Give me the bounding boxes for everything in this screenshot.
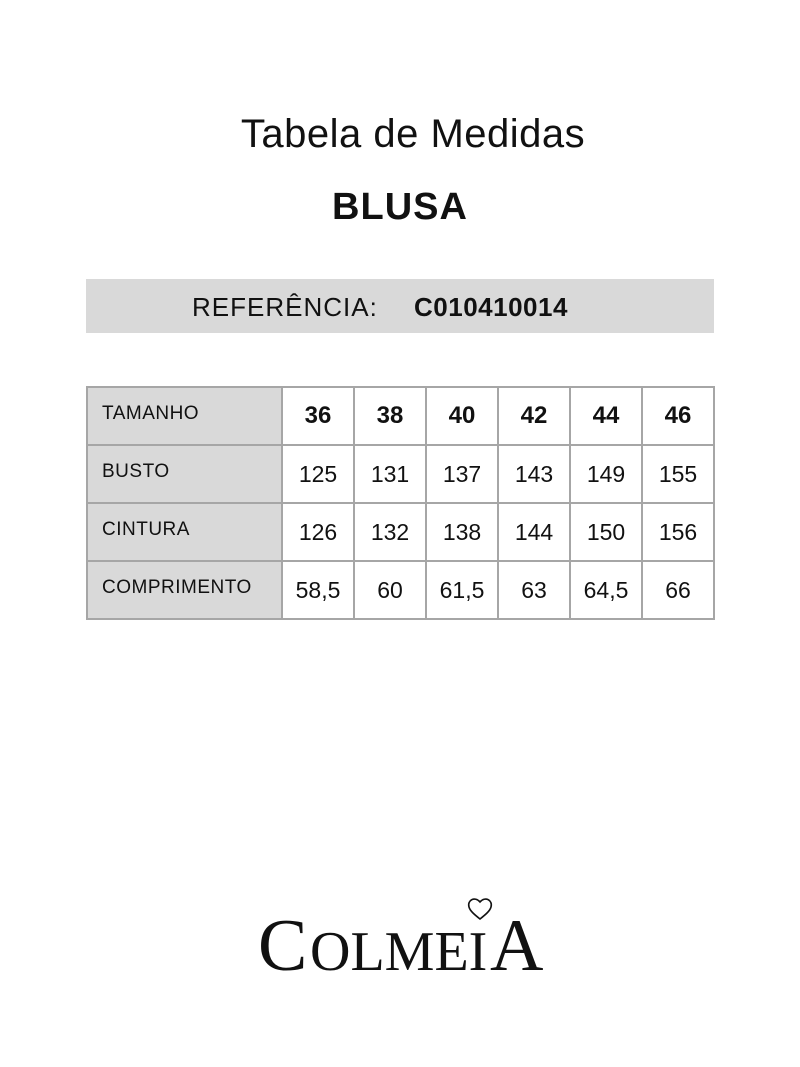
- page-title: Tabela de Medidas: [240, 112, 586, 156]
- svg-text:A: A: [490, 905, 544, 987]
- size-table: [86, 386, 715, 620]
- measure-cell: 149: [570, 445, 642, 503]
- reference-value: C010410014: [414, 292, 568, 322]
- measure-cell: 60: [354, 561, 426, 619]
- svg-text:OLMEI: OLMEI: [310, 921, 488, 983]
- table-header-row: [87, 387, 714, 445]
- brand-logo: [258, 892, 548, 992]
- reference-label: REFERÊNCIA:: [192, 292, 378, 322]
- measure-cell: 126: [282, 503, 354, 561]
- measure-cell: 64,5: [570, 561, 642, 619]
- size-cell: 44: [570, 387, 642, 445]
- measure-cell: 132: [354, 503, 426, 561]
- row-label: COMPRIMENTO: [87, 561, 282, 619]
- size-cell: 38: [354, 387, 426, 445]
- reference-bar: [86, 279, 714, 333]
- measure-cell: 61,5: [426, 561, 498, 619]
- measure-cell: 138: [426, 503, 498, 561]
- measure-cell: 63: [498, 561, 570, 619]
- measure-cell: 66: [642, 561, 714, 619]
- measure-cell: 144: [498, 503, 570, 561]
- svg-text:C: C: [258, 905, 308, 987]
- size-cell: 40: [426, 387, 498, 445]
- measure-cell: 125: [282, 445, 354, 503]
- table-row: [87, 445, 714, 503]
- row-label: CINTURA: [87, 503, 282, 561]
- measure-cell: 150: [570, 503, 642, 561]
- size-header-label: TAMANHO: [87, 387, 282, 445]
- measure-cell: 143: [498, 445, 570, 503]
- table-row: [87, 503, 714, 561]
- measure-cell: 155: [642, 445, 714, 503]
- measure-cell: 156: [642, 503, 714, 561]
- heart-icon: [469, 899, 492, 919]
- product-type: BLUSA: [332, 186, 468, 228]
- size-cell: 36: [282, 387, 354, 445]
- measure-cell: 58,5: [282, 561, 354, 619]
- table-row: [87, 561, 714, 619]
- size-cell: 46: [642, 387, 714, 445]
- measure-cell: 137: [426, 445, 498, 503]
- row-label: BUSTO: [87, 445, 282, 503]
- size-cell: 42: [498, 387, 570, 445]
- measure-cell: 131: [354, 445, 426, 503]
